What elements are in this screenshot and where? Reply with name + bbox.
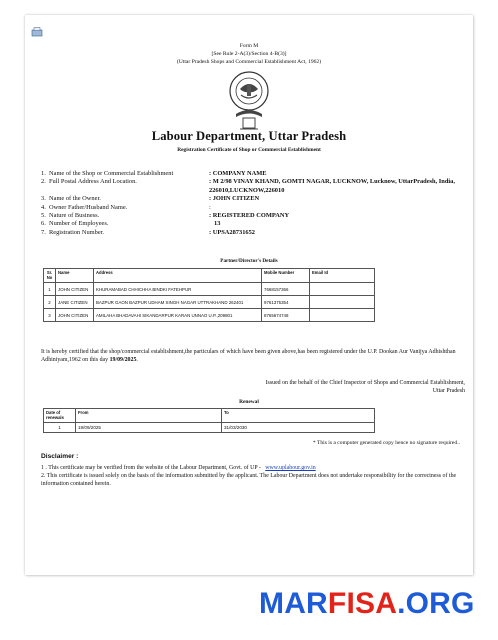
form-act: (Uttar Pradesh Shops and Commercial Establishment Act, 1962) (176, 59, 322, 65)
establishment-details (41, 170, 461, 237)
field-number: 3. (41, 195, 46, 203)
field-number: 4. (41, 203, 46, 211)
watermark-part: MAR (259, 587, 328, 620)
form-rule: [See Rule 2-A(3)/Section 4-B(3)] (211, 51, 287, 57)
statement-end: . (136, 357, 138, 364)
cell-email (310, 296, 375, 309)
issued-by (175, 379, 465, 395)
partner-table (43, 268, 375, 322)
field-value: 13 (214, 220, 221, 228)
issued-line: Uttar Pradesh (432, 388, 465, 395)
field-row (41, 195, 461, 203)
cell-sr: 1 (44, 283, 56, 296)
cell-address: AMILAHA BHADAVAHI SIKANDARPUR KARAN UNNAO U.P.,209801 (94, 309, 262, 322)
statement-text: It is hereby certified that the shop/commercial establishment,the particulars of which have been given above,has been registered under the U.P. Dookan Aur Vanijya Adhishthan Adhiniyam,1962 on this day (41, 349, 456, 364)
partner-section-title: Partner/Director's Details (220, 258, 278, 264)
field-value: : REGISTERED COMPANY (209, 212, 290, 220)
disclaimer-title: Disclaimer : (41, 453, 79, 460)
field-label: Number of Employees. (49, 220, 109, 228)
certificate-page (25, 15, 473, 575)
state-emblem-icon (226, 70, 272, 132)
field-row (41, 229, 461, 237)
field-value: : JOHN CITIZEN (209, 195, 260, 203)
column-header: To (222, 409, 375, 423)
renewal-title: Renewal (239, 399, 259, 405)
field-number: 6. (41, 220, 46, 228)
field-value: : UPSA28731652 (209, 228, 255, 236)
cell-mobile: 9761375354 (262, 296, 310, 309)
cell-to: 31/03/2030 (222, 423, 375, 433)
cell-name: JOHN CITIZEN (56, 283, 94, 296)
verification-link[interactable]: www.uplabour.gov.in (265, 465, 316, 471)
column-header: Sr. No (44, 269, 56, 283)
watermark-part: .ORG (397, 587, 475, 620)
field-label: Owner Father/Husband Name. (49, 203, 128, 211)
column-header: From (76, 409, 222, 423)
cell-address: KHURAMABAD CHHICHHA BINDKI FATEHPUR (94, 283, 262, 296)
watermark-logo (259, 586, 475, 622)
disclaimer-line-1: 1 . This certificate may be verified from the website of the Labour Department, Govt. of UP - (41, 465, 261, 471)
table-row (44, 423, 375, 433)
field-row (41, 170, 461, 178)
cell-address: BAZPUR GAON BAZPUR UDHAM SINGH NAGAR UTTRAKHAND 262401 (94, 296, 262, 309)
field-label: Name of the Owner. (49, 195, 101, 203)
field-value: : (209, 203, 211, 211)
field-value: : M 2/98 VINAY KHAND, GOMTI NAGAR, LUCKNOW, Lucknow, UttarPradesh, India, 226010,LUCKNOW,226010 (209, 178, 455, 194)
renewal-table (43, 408, 375, 433)
column-header: Email Id (310, 269, 375, 283)
certificate-subtitle: Registration Certificate of Shop or Commercial Establishment (177, 147, 321, 153)
cell-sr: 3 (44, 309, 56, 322)
field-value: : COMPANY NAME (209, 170, 267, 177)
cell-email (310, 309, 375, 322)
issued-line: Issued on the behalf of the Chief Inspector of Shops and Commercial Establishment, (265, 380, 465, 386)
cell-email (310, 283, 375, 296)
field-row (41, 220, 461, 228)
table-header-row (44, 409, 375, 423)
cell-from: 19/09/2025 (76, 423, 222, 433)
field-label: Registration Number. (49, 228, 105, 236)
watermark-part: FISA (327, 587, 398, 620)
field-label: Full Postal Address And Location. (49, 178, 137, 186)
field-number: 5. (41, 212, 46, 220)
cell-sr: 2 (44, 296, 56, 309)
computer-generated-note: * This is a computer generated copy hence no signature required.. (312, 440, 460, 446)
cell-mobile: 8765674748 (262, 309, 310, 322)
form-title: Form M (239, 43, 259, 49)
certification-statement (41, 348, 461, 364)
document-icon (31, 27, 43, 37)
table-row (44, 309, 375, 322)
field-row (41, 204, 461, 212)
table-row (44, 296, 375, 309)
field-row (41, 178, 461, 195)
field-row (41, 212, 461, 220)
table-row (44, 283, 375, 296)
cell-name: JANE CITIZEN (56, 296, 94, 309)
column-header: Address (94, 269, 262, 283)
table-header-row (44, 269, 375, 283)
cell-mobile: 7668157366 (262, 283, 310, 296)
field-label: Name of the Shop or Commercial Establishment (49, 170, 174, 177)
cell-renewal-number: 1 (44, 423, 76, 433)
column-header: Name (56, 269, 94, 283)
field-number: 2. (41, 178, 46, 186)
disclaimer-text (41, 464, 461, 489)
field-label: Nature of Business. (49, 212, 100, 220)
disclaimer-line-2: 2. This certificate is issued solely on the basis of the information submitted by the applicant. The Labour Department does not undertake responsibility for the correctness of the information contained herein. (41, 473, 457, 488)
field-number: 7. (41, 228, 46, 236)
disclaimer-line (41, 464, 461, 472)
cell-name: JOHN CITIZEN (56, 309, 94, 322)
department-heading: Labour Department, Uttar Pradesh (151, 129, 347, 143)
registration-date: 19/09/2025 (109, 357, 137, 364)
column-header: Date of renewals (44, 409, 76, 423)
field-number: 1. (41, 170, 46, 177)
column-header: Mobile Number (262, 269, 310, 283)
